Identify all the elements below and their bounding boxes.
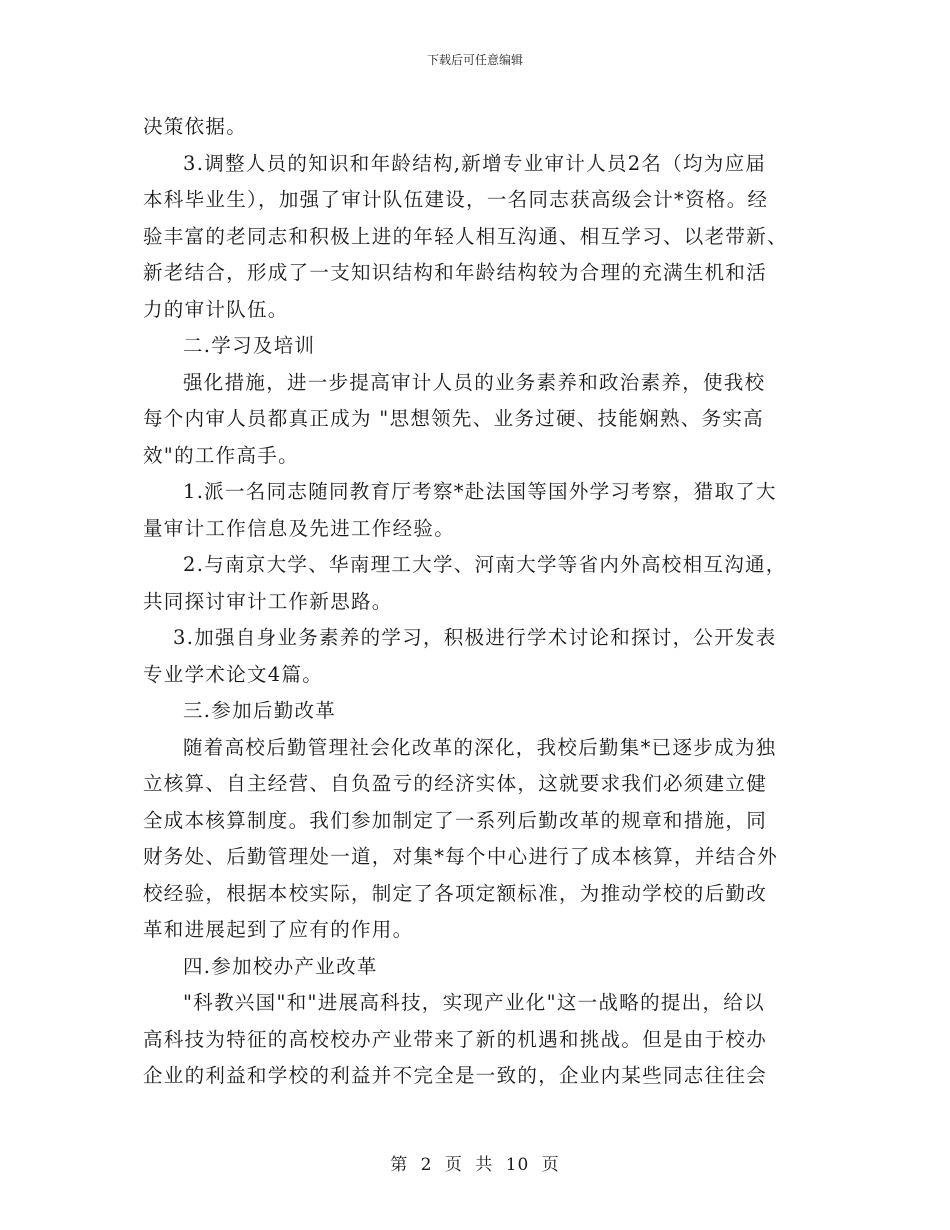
paragraph-line: 强化措施，进一步提高审计人员的业务素养和政治素养，使我校 [183,370,766,394]
page-footer: 第 2 页 共 10 页 [390,1155,560,1175]
paragraph-line: "科教兴国"和"进展高科技，实现产业化"这一战略的提出，给以 [183,991,765,1014]
paragraph-line: 本科毕业生），加强了审计队伍建设，一名同志获高级会计*资格。经 [143,188,769,211]
paragraph-line: 共同探讨审计工作新思路。 [143,589,393,613]
paragraph-line: 每个内审人员都真正成为 "思想领先、业务过硬、技能娴熟、务实高 [143,407,764,430]
paragraph-line: 3.调整人员的知识和年龄结构,新增专业审计人员2名（均为应届 [183,151,767,175]
paragraph-line: 财务处、后勤管理处一道，对集*每个中心进行了成本核算，并结合外 [143,845,779,868]
paragraph-line: 3.加强自身业务素养的学习，积极进行学术讨论和探讨，公开发表 [173,626,777,649]
paragraph-line: 革和进展起到了应有的作用。 [143,918,414,941]
paragraph-line: 专业学术论文4篇。 [143,662,324,686]
paragraph-line: 量审计工作信息及先进工作经验。 [143,516,456,540]
paragraph-line: 校经验，根据本校实际，制定了各项定额标准，为推动学校的后勤改 [143,881,768,905]
paragraph-line: 新老结合，形成了一支知识结构和年龄结构较为合理的充满生机和活 [143,261,768,284]
paragraph-line: 随着高校后勤管理社会化改革的深化，我校后勤集*已逐步成为独 [183,735,777,759]
section-heading: 二.学习及培训 [183,334,316,357]
section-heading: 四.参加校办产业改革 [183,954,378,978]
document-body [143,109,813,1095]
paragraph-line: 效"的工作高手。 [143,443,299,467]
section-heading: 三.参加后勤改革 [183,699,337,722]
paragraph-line: 立核算、自主经营、自负盈亏的经济实体，这就要求我们必须建立健 [143,772,768,795]
paragraph-line: 力的审计队伍。 [143,297,289,321]
paragraph-line: 1.派一名同志随同教育厅考察*赴法国等国外学习考察，猎取了大 [183,480,777,503]
paragraph-line: 全成本核算制度。我们参加制定了一系列后勤改革的规章和措施，同 [143,808,768,832]
paragraph-line: 高科技为特征的高校校办产业带来了新的机遇和挑战。但是由于校办 [143,1027,768,1051]
paragraph-line: 验丰富的老同志和积极上进的年轻人相互沟通、相互学习、以老带新、 [143,224,788,248]
paragraph-line: 2.与南京大学、华南理工大学、河南大学等省内外高校相互沟通， [183,553,787,576]
paragraph-line: 企业的利益和学校的利益并不完全是一致的，企业内某些同志往往会 [143,1064,768,1087]
paragraph-line: 决策依据。 [143,115,248,138]
page-header: 下载后可任意编辑 [426,53,523,67]
